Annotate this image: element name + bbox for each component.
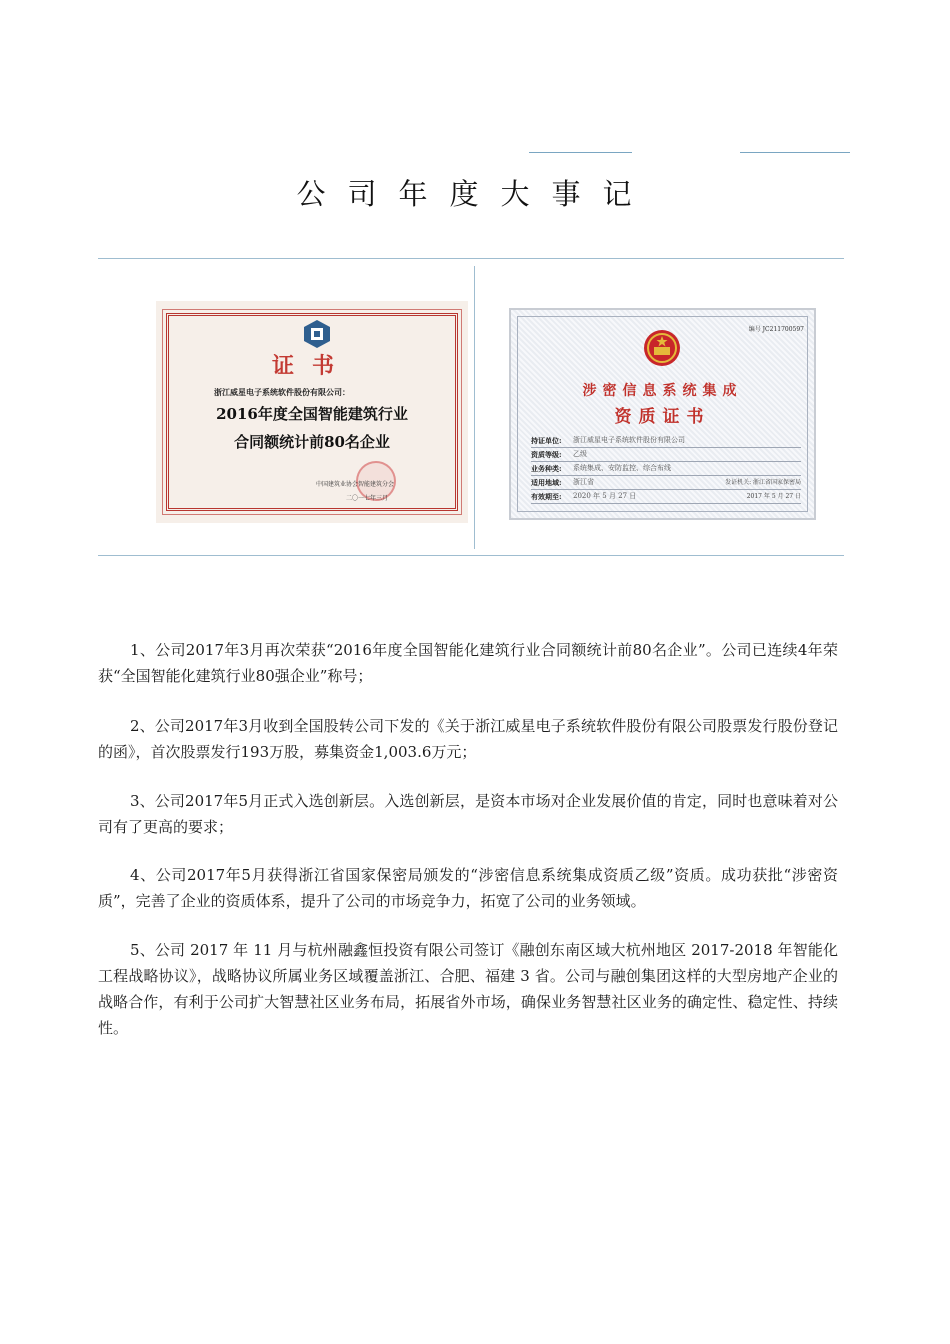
divider-bottom [98,555,844,556]
certificate-field: 有效期至: 2020 年 5 月 27 日 2017 年 5 月 27 日 [531,490,801,504]
certificate-field: 适用地域: 浙江省 发证机关: 浙江省国家保密局 [531,476,801,490]
certificate-field: 业务种类: 系统集成、安防监控、综合布线 [531,462,801,476]
association-logo-icon [302,319,332,349]
event-item-4: 4、公司2017年5月获得浙江省国家保密局颁发的“涉密信息系统集成资质乙级”资质。成功获批“涉密资质”，完善了企业的资质体系，提升了公司的市场竞争力，拓宽了公司的业务领域。 [98,866,838,910]
event-item-2: 2、公司2017年3月收到全国股转公司下发的《关于浙江威星电子系统软件股份有限公司股票发行股份登记的函》，首次股票发行193万股，募集资金1,003.6万元； [98,717,838,761]
certificate-line-2: 合同额统计前80名企业 [234,433,390,451]
page-title: 公司年度大事记 [296,177,654,211]
certificate-fields [531,434,801,504]
event-item-3: 3、公司2017年5月正式入选创新层。入选创新层，是资本市场对企业发展价值的肯定，同时也意味着对公司有了更高的要求； [98,792,838,836]
certificate-field: 资质等级: 乙级 [531,448,801,462]
certificate-number: 编号 JC211700597 [748,326,804,333]
certificate-issuer: 发证机关: 浙江省国家保密局 [725,479,801,486]
certificate-date: 二〇一七年三月 [346,495,389,502]
certificate-title-2: 资质证书 [614,407,711,427]
header-rule-left [529,152,632,153]
divider-top [98,258,844,259]
certificate-image-security-qualification [509,308,816,520]
certificate-image-construction-award [156,301,468,523]
event-item-5: 5、公司 2017 年 11 月与杭州融鑫恒投资有限公司签订《融创东南区域大杭州地区 2017-2018 年智能化工程战略协议》，战略协议所属业务区域覆盖浙江、合肥、福建 3 省。公司与融创集团这样的大型房地产企业的战略合作，有利于公司扩大智慧社区业务布局，拓展省外市场，确保业务智慧社区业务的确定性、稳定性、持续性。 [98,941,838,1037]
certificate-issuer: 中国建筑业协会智能建筑分会 [316,481,395,488]
certificate-issue-date: 2017 年 5 月 27 日 [746,493,801,500]
certificate-title-1: 涉密信息系统集成 [582,383,743,399]
event-item-1: 1、公司2017年3月再次荣获“2016年度全国智能化建筑行业合同额统计前80名企业”。公司已连续4年荣获“全国智能化建筑行业80强企业”称号； [98,641,838,685]
header-rule-right [740,152,850,153]
certificate-line-1: 2016年度全国智能建筑行业 [216,405,408,423]
certificate-title: 证书 [271,353,352,379]
divider-vertical [474,266,475,549]
certificate-company: 浙江威星电子系统软件股份有限公司： [214,387,350,397]
certificate-field: 持证单位: 浙江威星电子系统软件股份有限公司 [531,434,801,448]
national-emblem-icon [642,328,682,368]
